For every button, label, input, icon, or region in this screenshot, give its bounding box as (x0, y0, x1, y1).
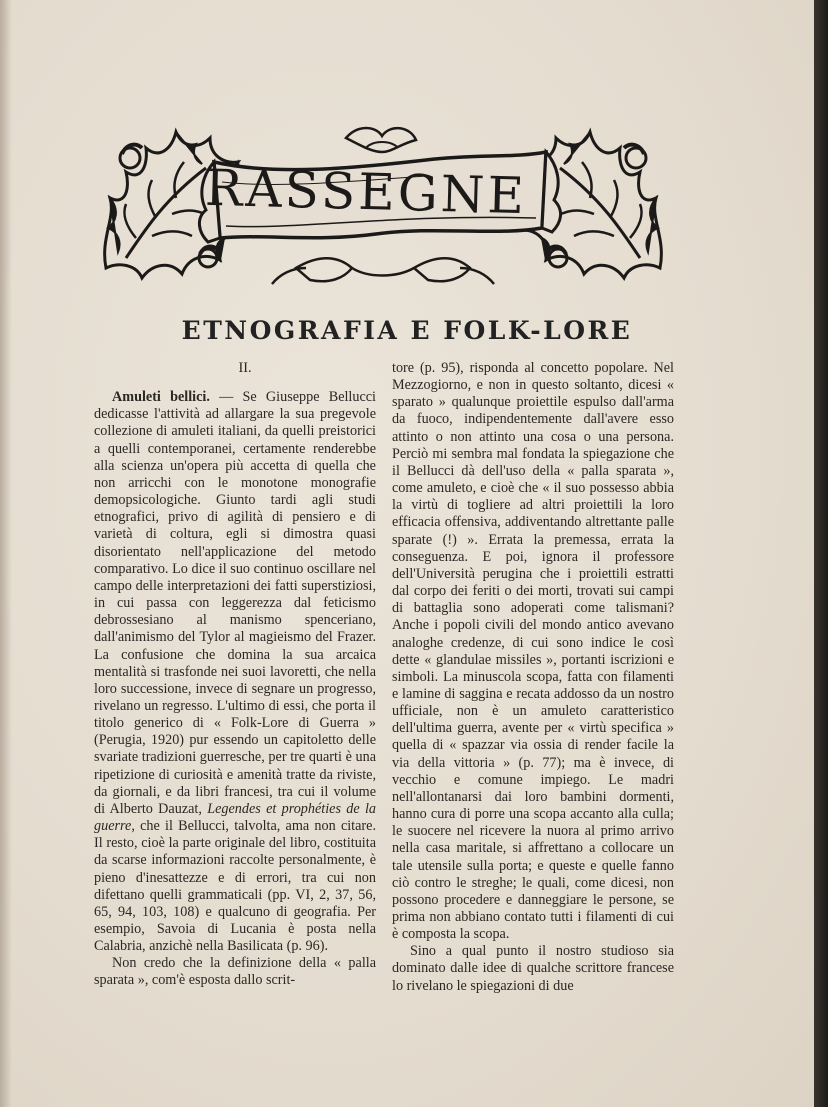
banner-title: RASSEGNE (204, 158, 528, 226)
paragraph-text: , che il Bellucci, talvolta, ama non citare. Il resto, cioè la parte originale del libro, costituita da scarse informazioni raccolte personalmente, è pieno d'inesattezze e di errori, tra cui non difettano quelli grammaticali (pp. VI, 2, 37, 56, 65, 94, 103, 108) e qualcuno di geografia. Per esempio, Savoia di Lucania è posta nella Calabria, anzichè nella Basilicata (p. 96). (94, 818, 376, 955)
binding-shadow (0, 0, 12, 1107)
paragraph-text: — Se Giuseppe Bellucci dedicasse l'attività ad allargare la sua pregevole collezione di amuleti italiani, da quelli preistorici a quelli contemporanei, certamente renderebbe alla scienza un'opera più accetta di quella che non arricchi con le monotone monografie demopsicologiche. Giunto tardi agli studi etnografici, privo di agilità di pensiero e di varietà di coltura, egli si dimostra quasi disorientato nell'applicazione del metodo comparativo. Lo dice il suo continuo oscillare nel campo delle interpretazioni dei fatti superstiziosi, in cui passa con leggerezza dal feticismo debrossesiano al manismo spenceriano, dall'animismo del Tylor al magieismo del Frazer. La confusione che domina la sua arcaica mentalità si trasfonde nei suoi lavoretti, che nella loro successione, invece di segnare un progresso, rivelano un regresso. L'ultimo di essi, che porta il titolo generico di « Folk-Lore di Guerra » (Perugia, 1920) pur essendo un capitoletto delle svariate tradizioni guerresche, per tre quarti è una ripetizione di curiosità e amenità tratte da riviste, da giornali, e da libri francesi, tra cui il volume di Alberto Dauzat, (94, 389, 376, 817)
text-column-right (392, 360, 674, 995)
book-edge (814, 0, 828, 1107)
paragraph (94, 389, 376, 955)
section-number: II. (238, 360, 252, 376)
paragraph: Non credo che la definizione della « palla sparata », com'è esposta dallo scrit- (94, 955, 376, 989)
paragraph: Sino a qual punto il nostro studioso sia dominato dalle idee di qualche scrittore francese lo rivelano le spiegazioni di due (392, 943, 674, 994)
work-title: Legendes et prophéties de la guerre (94, 800, 376, 835)
paragraph: tore (p. 95), risponda al concetto popolare. Nel Mezzogiorno, e non in questo soltanto, dicesi « sparato » qualunque proiettile espulso dall'arma da fuoco, indipendentemente dall'avere esso attinto o non attinto una cosa o una persona. Perciò mi sembra mal fondata la spiegazione che il Bellucci dà dell'uso della « palla sparata », come amuleto, e cioè che « il suo possesso abbia la virtù di togliere ad altri proiettili la loro efficacia offensiva, addiventando altrettante palle sparate (!) ». Errata la premessa, errata la conseguenza. E poi, ignora il professore dell'Università perugina che i proiettili estratti dal corpo dei feriti o dei morti, trovati sui campi di battaglia sono adoperati come talismani? Anche i popoli civili del mondo antico avevano analoghe credenze, di cui sono indice le così dette « glandulae missiles », portanti iscrizioni e simboli. La minuscola scopa, fatta con filamenti e lamine di saggina e recata addosso da un nostro ufficiale, non è un amuleto caratteristico dell'ultima guerra, avente per « virtù specifica » quella di « spazzar via ossia di render facile la via della vittoria » (p. 77); ma è invece, di vecchio e comune impiego. Le madri nell'allontanarsi dai loro bambini dormenti, hanno cura di porre una scopa accanto alla culla; le suocere nel ricevere la nuora al primo arrivo nella casa maritale, si affrettano a collocare un tale utensile sulla porta; e queste e quelle fanno ciò contro le streghe; le quali, come dicesi, non possono procedere e danneggiare le persone, se prima non abbiano contato tutti i filamenti di cui è composta la scopa. (392, 360, 674, 943)
page-title: ETNOGRAFIA E FOLK-LORE (181, 316, 633, 345)
subject-heading: Amuleti bellici. (112, 389, 210, 406)
text-column-left (94, 360, 376, 990)
